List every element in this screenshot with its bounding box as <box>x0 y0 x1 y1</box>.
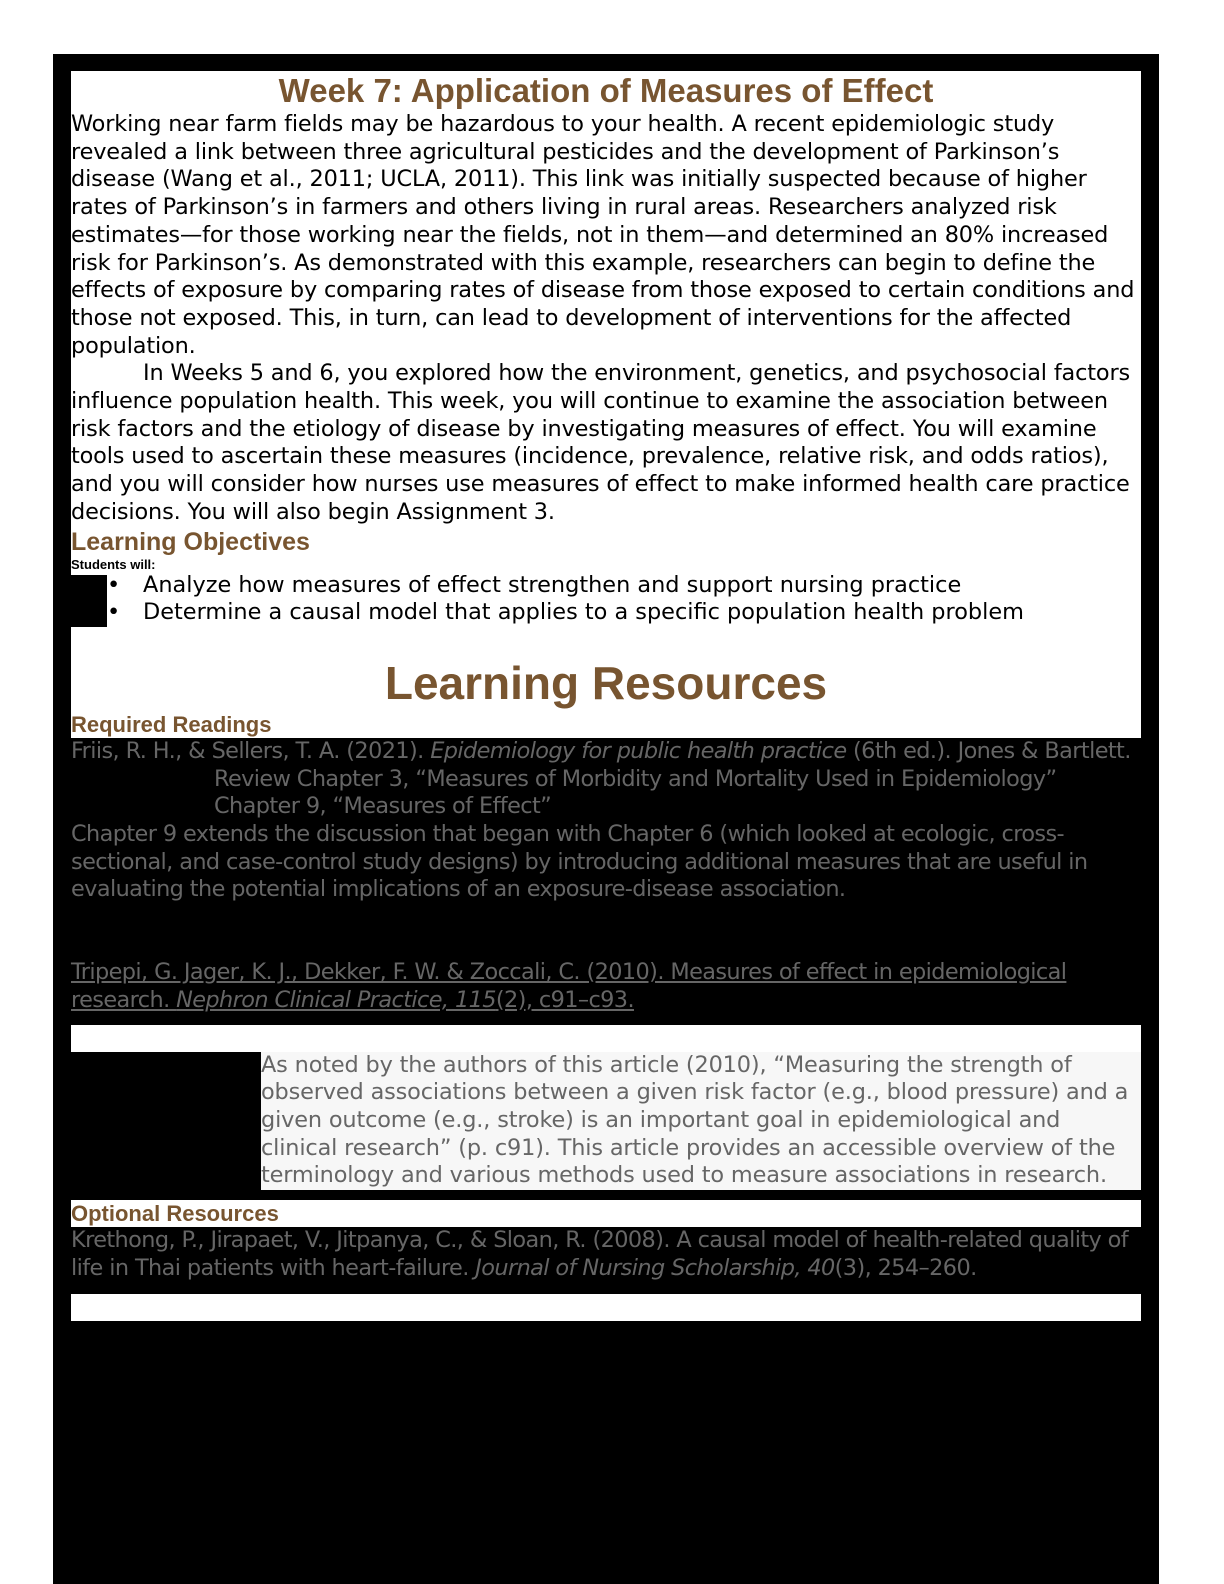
optional-resources-heading: Optional Resources <box>71 1201 279 1227</box>
tripepi-description-row <box>71 1052 1141 1191</box>
intro-paragraph-2: In Weeks 5 and 6, you explored how the environment, genetics, and psychosocial factors influence population health. This week, you will continue to examine the association between risk factors and the etiology of disease by investigating measures of effect. You will examine tools used to ascertain these measures (incidence, prevalence, relative risk, and odds ratios), and you will consider how nurses use measures of effect to make informed health care practice decisions. You will also begin Assignment 3. <box>71 360 1131 525</box>
friis-chapter-9: Chapter 9, “Measures of Effect” <box>214 793 552 820</box>
intro-paragraph-1: Working near farm fields may be hazardous to your health. A recent epidemiologic study revealed a link between three agricultural pesticides and the development of Parkinson’s disease (Wang et al., 2011; UCLA, 2011). This link was initially suspected because of higher rates of Parkinson’s in farmers and others living in rural areas. Researchers analyzed risk estimates—for those working near the fields, not in them—and determined an 80% increased risk for Parkinson’s. As demonstrated with this example, researchers can begin to define the effects of exposure by comparing rates of disease from those exposed to certain conditions and those not exposed. This, in turn, can lead to development of interventions for the affected population. <box>71 111 1135 359</box>
friis-book-title: Epidemiology for public health practice <box>430 737 847 764</box>
krethong-issue: (3), 254–260. <box>834 1254 977 1281</box>
document-page <box>71 71 1141 1321</box>
tripepi-journal: Nephron Clinical Practice, 115 <box>176 986 496 1013</box>
objective-text: Analyze how measures of effect strengthen and support nursing practice <box>143 571 962 598</box>
objective-item <box>71 572 1141 600</box>
objective-text: Determine a causal model that applies to a specific population health problem <box>143 599 1024 626</box>
spacer-bar <box>71 1025 1141 1052</box>
page-title: Week 7: Application of Measures of Effect <box>278 72 934 109</box>
optional-heading-bar <box>71 1200 1141 1227</box>
tripepi-citation-link[interactable] <box>71 959 1141 1014</box>
objectives-list <box>71 572 1141 627</box>
tripepi-authors: Tripepi, G. Jager, K. J., Dekker, F. W. & Zoccali, C. (2010). Measures of effect in epidemiological research. <box>71 959 1067 1013</box>
tripepi-description: As noted by the authors of this article (2010), “Measuring the strength of observed associations between a given risk factor (e.g., blood pressure) and a given outcome (e.g., stroke) is an important goal in epidemiological and clinical research” (p. c91). This article provides an accessible overview of the terminology and various methods used to measure associations in research. <box>261 1052 1141 1191</box>
bullet-icon: • <box>107 571 121 598</box>
divider <box>71 1190 1141 1200</box>
learning-objectives-heading: Learning Objectives <box>71 527 310 556</box>
learning-resources-heading: Learning Resources <box>384 656 828 709</box>
bottom-bar <box>71 1294 1141 1321</box>
tripepi-issue: (2), c91–c93. <box>495 986 634 1013</box>
friis-description: Chapter 9 extends the discussion that began with Chapter 6 (which looked at ecologic, cross-sectional, and case-control study designs) by introducing additional measures that are useful in evaluating the potential implications of an exposure-disease association. <box>71 821 1088 903</box>
friis-chapter-3: Review Chapter 3, “Measures of Morbidity and Mortality Used in Epidemiology” <box>214 765 1057 792</box>
required-readings-heading: Required Readings <box>71 711 272 737</box>
bullet-icon: • <box>107 599 121 626</box>
krethong-authors: Krethong, P., Jirapaet, V., Jitpanya, C., & Sloan, R. (2008). A causal model of health-related quality of life in Thai patients with heart-failure. <box>71 1227 1129 1281</box>
friis-authors: Friis, R. H., & Sellers, T. A. (2021). <box>71 737 431 764</box>
required-readings-section <box>71 738 1141 1025</box>
krethong-citation <box>71 1227 1141 1282</box>
krethong-journal: Journal of Nursing Scholarship, 40 <box>475 1254 835 1281</box>
objective-item <box>71 599 1141 627</box>
friis-citation <box>71 738 1141 766</box>
intro-section <box>71 71 1141 738</box>
friis-edition: (6th ed.). Jones & Bartlett. <box>846 737 1131 764</box>
redaction-block <box>71 1052 261 1191</box>
objectives-lead: Students will: <box>71 556 156 572</box>
optional-resources-section <box>71 1227 1141 1293</box>
